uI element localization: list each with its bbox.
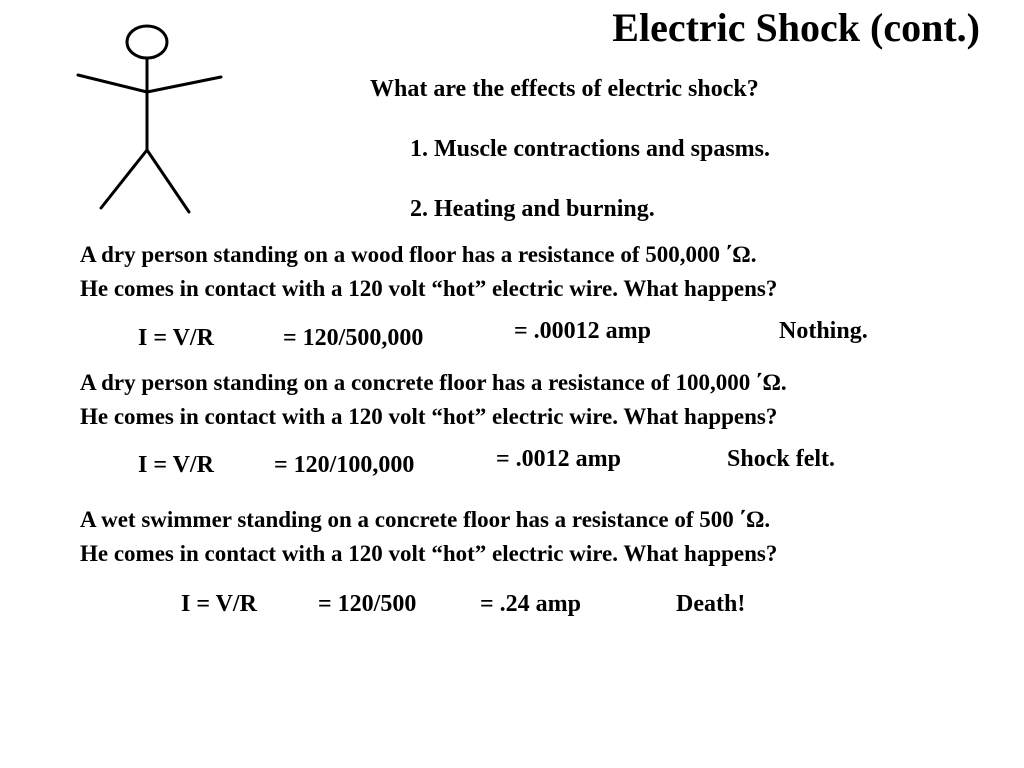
stick-figure-right-arm: [147, 77, 221, 92]
scenario-description-line: A dry person standing on a wood floor has a resistance of 500,000 ΄Ω.: [80, 242, 757, 267]
ohms-law-formula: I = V/R: [138, 325, 214, 351]
scenario-question-line: He comes in contact with a 120 volt “hot” electric wire. What happens?: [80, 276, 778, 301]
slide-title: Electric Shock (cont.): [612, 5, 980, 50]
current-substitution: = 120/500: [318, 591, 417, 617]
scenario-question-line: He comes in contact with a 120 volt “hot” electric wire. What happens?: [80, 541, 778, 566]
current-substitution: = 120/500,000: [283, 325, 424, 351]
current-substitution: = 120/100,000: [274, 452, 415, 478]
scenario-outcome: Nothing.: [779, 318, 868, 344]
stick-figure-right-leg: [147, 150, 189, 212]
stick-figure-illustration: [70, 20, 240, 220]
ohms-law-formula: I = V/R: [138, 452, 214, 478]
stick-figure-left-leg: [101, 150, 147, 208]
current-result: = .0012 amp: [496, 446, 622, 472]
effect-item: 1. Muscle contractions and spasms.: [410, 136, 771, 162]
ohms-law-formula: I = V/R: [181, 591, 257, 617]
effects-question: What are the effects of electric shock?: [370, 76, 759, 102]
stick-figure: [78, 26, 221, 212]
scenario-description-line: A dry person standing on a concrete floor has a resistance of 100,000 ΄Ω.: [80, 370, 787, 395]
scenario-outcome: Shock felt.: [727, 446, 835, 472]
stick-figure-head: [127, 26, 167, 58]
effect-item: 2. Heating and burning.: [410, 196, 655, 222]
stick-figure-left-arm: [78, 75, 147, 92]
scenario-description-line: A wet swimmer standing on a concrete floor has a resistance of 500 ΄Ω.: [80, 507, 771, 532]
current-result: = .24 amp: [480, 591, 582, 617]
scenario-question-line: He comes in contact with a 120 volt “hot” electric wire. What happens?: [80, 404, 778, 429]
scenario-outcome: Death!: [676, 591, 746, 617]
current-result: = .00012 amp: [514, 318, 652, 344]
